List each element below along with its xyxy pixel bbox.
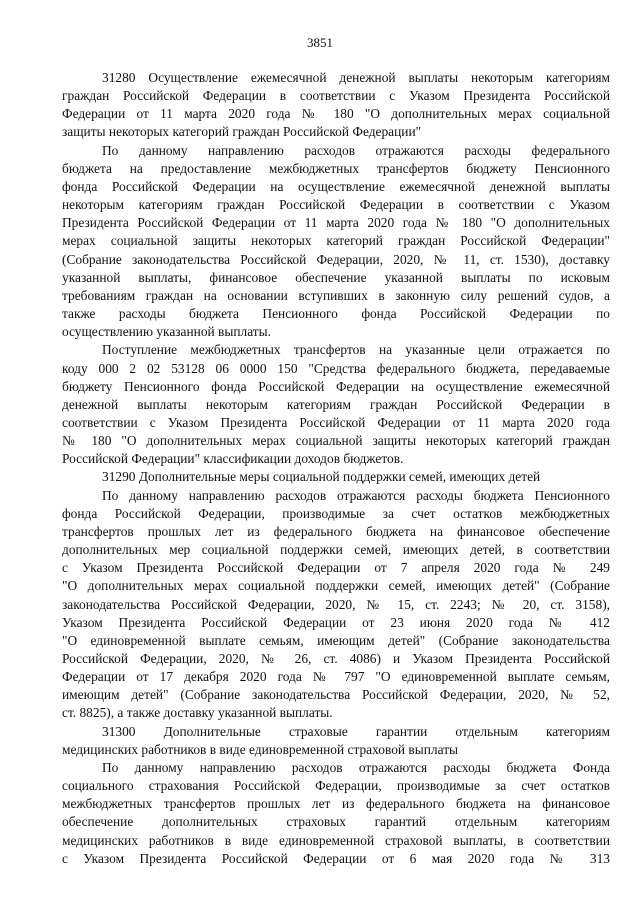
- text-line: имеющим детей" (Собрание законодательства Российской Федерации, 2020, № 52,: [62, 687, 610, 703]
- text-line: указанной выплаты, финансовое обеспечение указанной выплаты по исковым: [62, 269, 610, 285]
- document-body: [62, 69, 610, 868]
- text-line: коду 000 2 02 53128 06 0000 150 "Средства федерального бюджета, передаваемые: [62, 360, 610, 376]
- section-31280-expenses: [62, 142, 610, 342]
- text-line: По данному направлению расходов отражаются расходы бюджета Фонда: [102, 759, 610, 775]
- section-31300-expenses: [62, 759, 610, 868]
- text-line: законодательства Российской Федерации, 2020, № 15, ст. 2243; № 20, ст. 3158),: [62, 596, 610, 612]
- text-line: мерах социальной защиты некоторых категорий граждан Российской Федерации": [62, 233, 610, 249]
- text-line: По данному направлению расходов отражаются расходы бюджета Пенсионного: [102, 487, 610, 503]
- text-line: с Указом Президента Российской Федерации от 6 мая 2020 года № 313: [62, 850, 610, 866]
- text-line: требованиям граждан на основании вступивших в законную силу решений судов, а: [62, 287, 610, 303]
- text-line: бюджета на предоставление межбюджетных трансфертов бюджету Пенсионного: [62, 160, 610, 176]
- text-line: "О дополнительных мерах социальной поддержки семей, имеющих детей" (Собрание: [62, 578, 610, 594]
- text-line: Поступление межбюджетных трансфертов на указанные цели отражается по: [102, 342, 610, 358]
- text-line: осуществлению указанной выплаты.: [62, 324, 272, 340]
- text-line: Президента Российской Федерации от 11 марта 2020 года № 180 "О дополнительных: [62, 215, 610, 231]
- text-line: фонда Российской Федерации на осуществление ежемесячной денежной выплаты: [62, 178, 610, 194]
- text-line: трансфертов прошлых лет из федерального бюджета на финансовое обеспечение: [62, 523, 610, 539]
- text-line: некоторым категориям граждан Российской Федерации в соответствии с Указом: [62, 197, 610, 213]
- text-line: социального страхования Российской Федерации, производимые за счет остатков: [62, 778, 610, 794]
- text-line: Федерации от 17 декабря 2020 года № 797 "О единовременной выплате семьям,: [62, 669, 610, 685]
- text-line: межбюджетных трансфертов прошлых лет из федерального бюджета на финансовое: [62, 796, 610, 812]
- text-line: защиты некоторых категорий граждан Российской Федерации": [62, 124, 422, 140]
- section-31290-expenses: [62, 487, 610, 723]
- text-line: с Указом Президента Российской Федерации от 7 апреля 2020 года № 249: [62, 560, 610, 576]
- text-line: медицинских работников в виде единовременной страховой выплаты, в соответствии: [62, 832, 610, 848]
- text-line: 31290 Дополнительные меры социальной поддержки семей, имеющих детей: [102, 469, 541, 485]
- text-line: фонда Российской Федерации, производимые за счет остатков межбюджетных: [62, 505, 610, 521]
- text-line: дополнительных мер социальной поддержки семей, имеющих детей, в соответствии: [62, 542, 610, 558]
- section-31300-heading: [62, 723, 610, 759]
- text-line: обеспечение дополнительных страховых гарантий отдельным категориям: [62, 814, 610, 830]
- text-line: Российской Федерации" классификации доходов бюджетов.: [62, 451, 404, 467]
- text-line: № 180 "О дополнительных мерах социальной защиты некоторых категорий граждан: [62, 433, 610, 449]
- text-line: ст. 8825), а также доставку указанной выплаты.: [62, 705, 333, 721]
- text-line: также расходы бюджета Пенсионного фонда Российской Федерации по: [62, 306, 610, 322]
- text-line: (Собрание законодательства Российской Федерации, 2020, № 11, ст. 1530), доставку: [62, 251, 610, 267]
- text-line: денежной выплаты некоторым категориям граждан Российской Федерации в: [62, 396, 610, 412]
- section-31280-revenue: [62, 341, 610, 468]
- text-line: По данному направлению расходов отражаются расходы федерального: [102, 142, 610, 158]
- text-line: Федерации от 11 марта 2020 года № 180 "О дополнительных мерах социальной: [62, 106, 610, 122]
- section-31290-heading: [62, 468, 610, 486]
- text-line: Российской Федерации, 2020, № 26, ст. 4086) и Указом Президента Российской: [62, 651, 610, 666]
- text-line: граждан Российской Федерации в соответствии с Указом Президента Российской: [62, 88, 610, 104]
- section-31280-heading: [62, 69, 610, 142]
- text-line: медицинских работников в виде единовременной страховой выплаты: [62, 741, 459, 757]
- text-line: 31280 Осуществление ежемесячной денежной выплаты некоторым категориям: [102, 70, 610, 85]
- text-line: 31300 Дополнительные страховые гарантии отдельным категориям: [102, 723, 610, 739]
- text-line: соответствии с Указом Президента Российской Федерации от 11 марта 2020 года: [62, 414, 610, 430]
- text-line: Указом Президента Российской Федерации от 23 июня 2020 года № 412: [62, 614, 610, 630]
- text-line: бюджету Пенсионного фонда Российской Федерации на осуществление ежемесячной: [62, 378, 610, 394]
- text-line: "О единовременной выплате семьям, имеющим детей" (Собрание законодательства: [62, 632, 610, 648]
- page-number: 3851: [307, 35, 333, 50]
